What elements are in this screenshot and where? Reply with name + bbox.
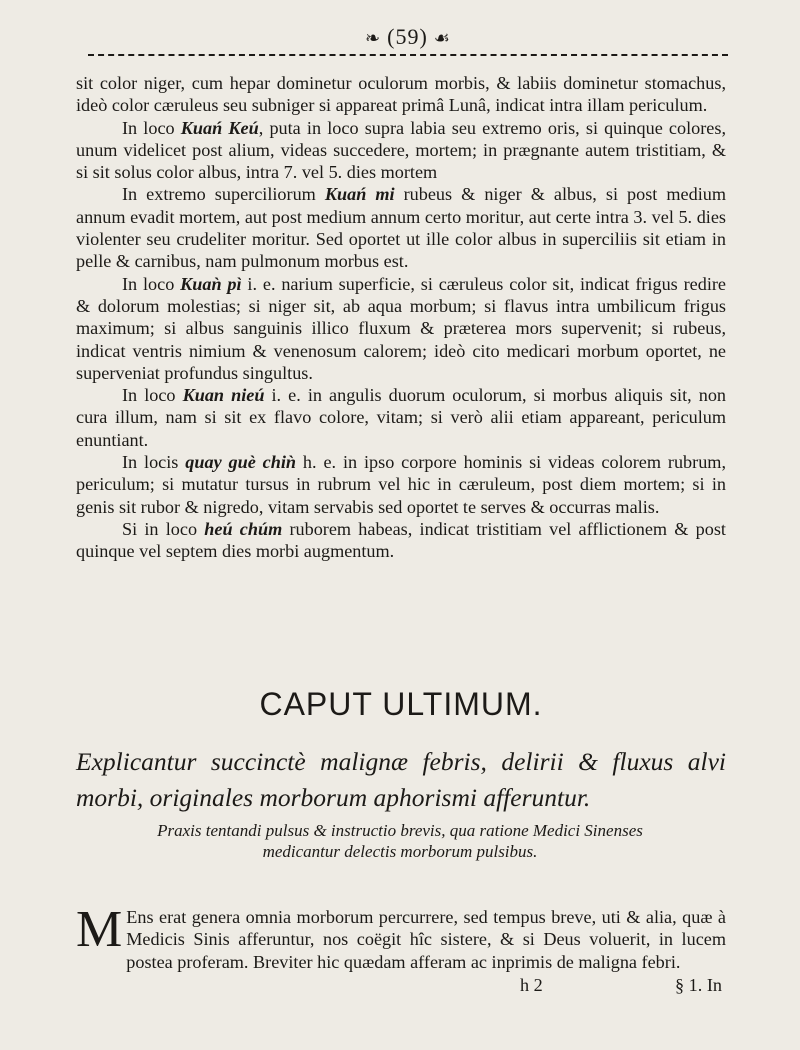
paragraph-text: In loco [122, 273, 181, 294]
final-paragraph [76, 901, 726, 973]
chapter-title: CAPUT ULTIMUM. [259, 686, 543, 722]
paragraph-text: In loco [122, 385, 183, 406]
catchword: § 1. In [675, 975, 722, 995]
body-text [76, 72, 726, 563]
signature-mark: h 2 [520, 975, 543, 995]
paragraph-text: ruborem habeas, indicat tristitiam vel afflictionem & post quinque vel septem dies morbi augmentum. [76, 518, 726, 562]
chapter-subtitle: Explicantur succinctè malignæ febris, delirii & fluxus alvi morbi, originales morborum aphorismi afferuntur. [76, 747, 726, 812]
paragraph-text: In loco [122, 117, 181, 138]
page-number-text: (59) [387, 24, 428, 49]
ornament-left: ❧ [365, 28, 382, 48]
page-number [88, 24, 728, 50]
page-header [88, 22, 728, 62]
paragraph-text: , puta in loco supra labia seu extremo oris, si quinque colores, unum videlicet post alium, videas succedere, mortem; in prægnante autem tristitiam, & si sit solus color albus, intra 7. vel 5. dies mortem [76, 117, 727, 183]
paragraph-text: h. e. in ipso corpore hominis si videas colorem rubrum, periculum; si mutatur tursus in rubrum vel hic in cæruleum, post diem mortem; si in genis sit rubor & nigredo, vitam servabis sed oportet te serves & occurras malis. [76, 452, 726, 517]
header-rule [88, 54, 728, 56]
place-name: quay guè chiǹ [185, 452, 297, 473]
chapter-praxis: Praxis tentandi pulsus & instructio brevis, qua ratione Medici Sinenses medicantur delectis morborum pulsibus. [157, 821, 643, 861]
place-name: Kuaǹ pì [180, 273, 242, 294]
paragraph-text: Si in loco [122, 518, 205, 539]
paragraph-text: sit color niger, cum hepar dominetur oculorum morbis, & labiis dominetur stomachus, ideò color cæruleus seu subniger si appareat primâ Lunâ, indicat intra illam periculum. [76, 73, 726, 116]
place-name: heú chúm [204, 518, 283, 539]
paragraph-text: In locis [122, 452, 186, 473]
paragraph [76, 117, 726, 184]
paragraph [76, 183, 726, 272]
paragraph-text: i. e. in angulis duorum oculorum, si morbus aliquis sit, non cura illum, nam si sit ex flavo colore, vitam; si verò alii etiam appareant, periculum enuntiant. [76, 385, 727, 450]
drop-cap: M [76, 901, 123, 958]
ornament-right: ☙ [433, 28, 451, 48]
paragraph [76, 384, 726, 451]
place-name: Kuań Keú [180, 117, 259, 138]
place-name: Kuań mi [324, 184, 395, 205]
paragraph-text: i. e. narium superficie, si cæruleus color sit, indicat frigus redire & dolorum molestias; si niger sit, ab aqua morbum; si flavus intra umbilicum frigus maximum; si albus sanguinis illico fluxum & præterea mors supervenit; si rubeus, indicat ventris nimium & venenosum calorem; ideò cito medicari morbum oportet, ne superveniat profundus singultus. [76, 273, 726, 383]
paragraph [76, 72, 726, 117]
final-paragraph-text: Ens erat genera omnia morborum percurrere, sed tempus breve, uti & alia, quæ à Medicis Sinis afferuntur, nos coëgit hîc sistere, & si Deus voluerit, in lucem postea proferam. Breviter hic quædam afferam ac inprimis de maligna febri. [126, 907, 726, 972]
paragraph-text: In extremo superciliorum [122, 184, 325, 205]
paragraph-text: rubeus & niger & albus, si post medium annum evadit mortem, aut post medium annum certo moritur, aut certe intra 3. vel 5. dies violenter seu crudeliter moritur. Sed oportet ut ille color albus in superciliis sit etiam in pelle & carnibus, nam pulmonum morbus est. [76, 184, 727, 272]
paragraph [76, 451, 726, 518]
paragraph [76, 273, 726, 384]
paragraph [76, 518, 726, 563]
place-name: Kuan nieú [182, 385, 265, 406]
